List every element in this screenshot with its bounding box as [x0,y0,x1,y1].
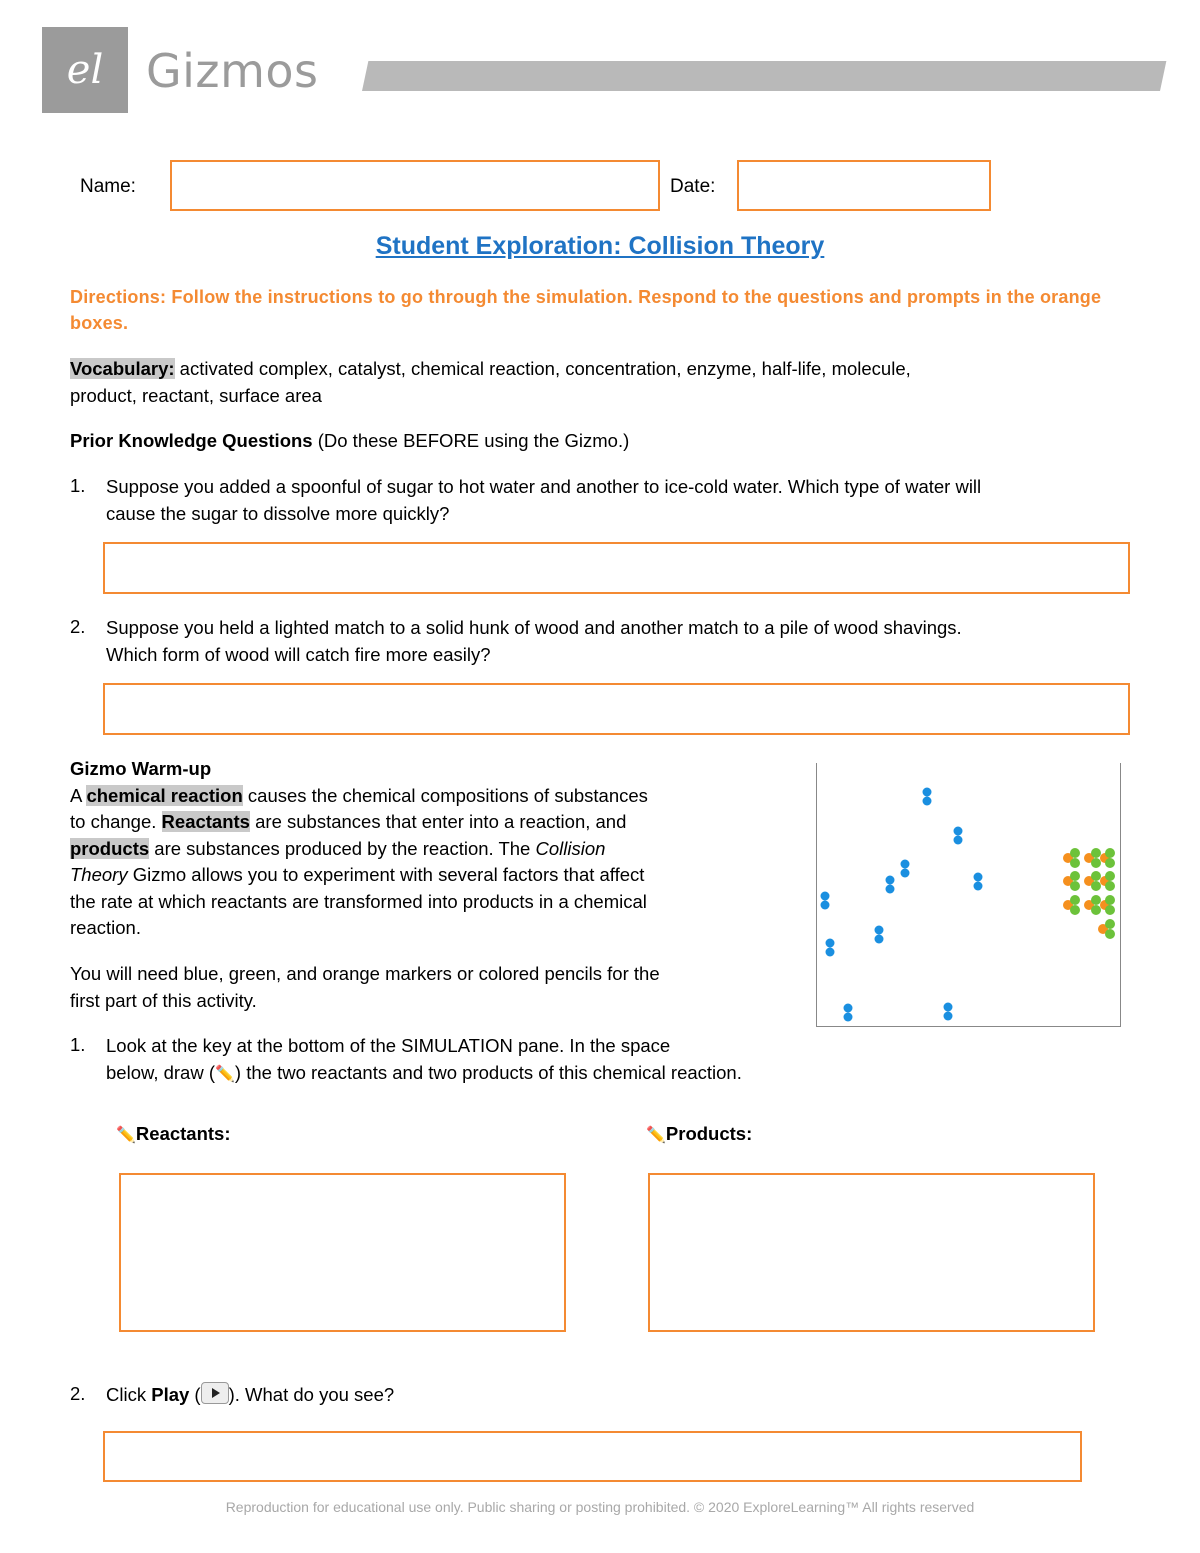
molecule-diagram [817,763,1122,1027]
simulation-screenshot [816,763,1121,1027]
vocabulary [70,356,1150,409]
blue-molecule [954,827,963,836]
blue-molecule [875,926,884,935]
prior-q2-number: 2. [70,616,86,637]
gizmos-brand: Gizmos [146,44,319,98]
blue-molecule [901,860,910,869]
name-label: Name: [80,176,136,197]
warmup-q1-number: 1. [70,1034,86,1055]
blue-molecule [974,873,983,882]
name-field[interactable] [170,160,660,211]
pencil-icon: ✏️ [215,1066,235,1083]
term-products: products [70,837,150,859]
products-heading: ✏️Products: [646,1123,753,1144]
term-chemical-reaction: chemical reaction [86,784,243,806]
date-label: Date: [670,176,716,197]
play-icon [201,1382,229,1404]
vocabulary-list-line1: activated complex, catalyst, chemical reaction, concentration, enzyme, half-life, molecule, [174,358,911,379]
warmup-q2-number: 2. [70,1383,86,1404]
prior-q1-number: 1. [70,475,86,496]
term-reactants: Reactants [161,811,250,832]
vocabulary-list-line2: product, reactant, surface area [70,384,322,406]
reactants-drawing-box[interactable] [119,1173,566,1332]
blue-molecule [844,1004,853,1013]
prior-q2-text [106,614,1166,668]
blue-molecule [821,892,830,901]
prior-knowledge-heading [70,428,629,455]
prior-q2-line2: Which form of wood will catch fire more easily? [106,644,491,665]
warmup-q1-text: Look at the key at the bottom of the SIMULATION pane. In the space below, draw (✏️) the two reactants and two products of this chemical reaction. [106,1035,742,1083]
materials-note: You will need blue, green, and orange markers or colored pencils for the first part of this activity. [70,963,660,1011]
warmup-q2-text: Click Play ( ). What do you see? [106,1384,395,1405]
footer-copyright: Reproduction for educational use only. Public sharing or posting prohibited. © 2020 ExploreLearning™ All rights reserved [225,1499,975,1515]
warmup-text: Gizmo Warm-up A chemical reaction causes the chemical compositions of substances to change. Reactants are substances that enter into a reaction, and products are substances produced by the reaction. The Collision Theory Gizmo allows you to experiment with several factors that affect the rate at which reactants are transformed into products in a chemical reaction. [70,758,648,938]
warmup-heading: Gizmo Warm-up [70,758,212,779]
product-cluster [1063,848,1115,939]
prior-q2-answer-box[interactable] [103,683,1130,735]
prior-heading-text: Prior Knowledge Questions [70,430,313,451]
blue-molecule [826,939,835,948]
date-field[interactable] [737,160,991,211]
prior-q1-line2: cause the sugar to dissolve more quickly? [106,503,450,524]
blue-molecule [944,1003,953,1012]
blue-molecule [923,788,932,797]
warmup-q2-answer-box[interactable] [103,1431,1082,1482]
reactants-heading: ✏️Reactants: [116,1123,231,1144]
prior-q2-line1: Suppose you held a lighted match to a solid hunk of wood and another match to a pile of wood shavings. [106,617,962,638]
header-bar [362,61,1166,91]
blue-molecule [886,876,895,885]
page-title: Student Exploration: Collision Theory [375,232,825,260]
products-drawing-box[interactable] [648,1173,1095,1332]
explorelearning-logo: el [42,27,128,113]
pencil-icon: ✏️ [116,1127,136,1144]
directions: Directions: Follow the instructions to go through the simulation. Respond to the questions and prompts in the orange boxes. [70,287,1102,333]
pencil-icon: ✏️ [646,1127,666,1144]
prior-q1-line1: Suppose you added a spoonful of sugar to hot water and another to ice-cold water. Which type of water will [106,476,982,497]
prior-heading-note: (Do these BEFORE using the Gizmo.) [312,430,630,451]
prior-q1-text [106,473,1166,527]
vocabulary-label: Vocabulary: [70,358,175,379]
prior-q1-answer-box[interactable] [103,542,1130,594]
